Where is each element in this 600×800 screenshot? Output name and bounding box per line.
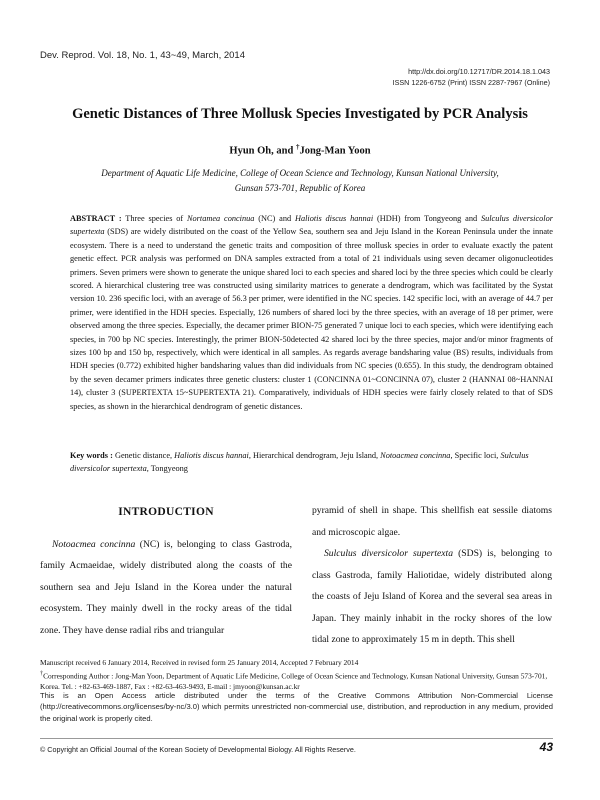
journal-reference: Dev. Reprod. Vol. 18, No. 1, 43~49, March, 2014: [40, 50, 245, 61]
doi-issn-block: [393, 66, 550, 88]
affiliation-line-1: Department of Aquatic Life Medicine, College of Ocean Science and Technology, Kunsan National University,: [101, 168, 499, 178]
keyword-species: Sulculus diversicolor supertexta: [70, 451, 529, 474]
doi-link[interactable]: http://dx.doi.org/10.12717/DR.2014.18.1.043: [408, 67, 550, 76]
paper-title: Genetic Distances of Three Mollusk Species Investigated by PCR Analysis: [72, 106, 528, 122]
intro-paragraph-1-cont: pyramid of shell in shape. This shellfish eat sessile diatoms and microscopic algae.: [312, 505, 552, 538]
intro-paragraph-1: [40, 534, 292, 642]
issn-line: ISSN 1226-6752 (Print) ISSN 2287-7967 (Online): [392, 78, 550, 87]
author-second: Jong-Man Yoon: [299, 145, 371, 157]
paragraph-text: (NC) is, belonging to class Gastroda, family Acmaeidae, widely distributed along the coasts of the southern sea and Jeju Island in the Korea under the natural ecosystem. They mainly dwell in the rocky areas of the tidal zone. They have dense radial ribs and triangular: [40, 538, 292, 636]
section-heading-introduction: INTRODUCTION: [118, 506, 214, 518]
page-number: 43: [539, 740, 553, 754]
keywords: [70, 449, 553, 476]
keyword-species: Haliotis discus hannai: [174, 451, 249, 460]
abstract-text: (SDS) are widely distributed on the coast of the Yellow Sea, southern sea and Jeju Island in the Korean Peninsula under the innate ecosystem. There is a need to understand the genetic traits and composition of three mollusk species in order to evaluate exactly the patent genetic effect. PCR analysis was performed on DNA samples extracted from a total of 21 individuals using seven decamer oligonucleotides primers. Seven primers were shown to generate the unique shared loci to each species and shared loci by the three species which could be clearly scored. A hierarchical clustering tree was constructed using similarity matrices to generate a dendrogram, which was facilitated by the Systat version 10. 236 specific loci, with an average of 56.3 per primer, were identified in the NC species. 142 specific loci, with an average of 44.7 per primer, were identified in the HDH species. Especially, 126 numbers of shared loci by the three species, with an average of 18 per primer, were observed among the three species. Especially, the decamer primer BION-75 generated 7 unique loci to each species, which were identifying each species, in 700 bp NC species. Interestingly, the primer BION-50detected 42 shared loci by the three species, major and/or minor fragments of sizes 100 bp and 150 bp, respectively, which were identical in all samples. As regards average bandsharing value (BS) results, individuals from HDH species (0.772) exhibited higher bandsharing values than did individuals from NC species (0.655). In this study, the dendrogram obtained by the seven decamer primers indicates three genetic clusters: cluster 1 (CONCINNA 01~CONCINNA 07), cluster 2 (HANNAI 08~HANNAI 14), cluster 3 (SUPERTEXTA 15~SUPERTEXTA 21). Comparatively, individuals of HDH species were fairly closely related to that of SDS species, as shown in the hierarchical dendrogram of genetic distances.: [70, 227, 553, 411]
keyword-text: , Specific loci,: [450, 451, 501, 460]
keyword-species: Notoacmea concinna: [380, 451, 451, 460]
corresponding-author: [40, 669, 553, 693]
license-notice: This is an Open Access article distributed under the terms of the Creative Commons Attribution Non-Commercial License (http://creativecommons.org/licenses/by-nc/3.0) which permits unrestricted non-commercial use, distribution, and reproduction in any medium, provided the original work is properly cited.: [40, 691, 553, 723]
copyright-notice: © Copyright an Official Journal of the Korean Society of Developmental Biology. All Rights Reserve.: [40, 745, 356, 754]
footer-divider: [40, 738, 553, 739]
abstract: [70, 212, 553, 413]
abstract-text: (NC) and: [254, 214, 295, 223]
keyword-text: , Tongyeong: [146, 464, 188, 474]
body-column-right: [312, 500, 552, 651]
corresponding-dagger: †: [295, 143, 300, 151]
keyword-text: Genetic distance,: [112, 451, 175, 460]
paragraph-text: (SDS) is, belonging to class Gastroda, family Haliotidae, widely distributed along the coasts of Jeju Island of Korea and the several sea areas in Japan. They mainly inhabit in the rocky shores of the low tidal zone to approximately 15 m in depth. This shell: [312, 548, 552, 645]
author-line: [0, 143, 600, 157]
corresponding-dagger: †: [40, 670, 44, 677]
corresponding-text: Corresponding Author : Jong-Man Yoon, Department of Aquatic Life Medicine, College of Ocean Science and Technology, Kunsan National University, Gunsan 573-701, Korea. Tel. : +82-63-469-1887, Fax : +82-63-463-9493, E-mail : jmyoon@kunsan.ac.kr: [40, 671, 548, 691]
species-name: Nortamea concinua: [187, 214, 255, 223]
keyword-text: , Hierarchical dendrogram, Jeju Island,: [248, 451, 381, 460]
abstract-text: Three species of: [121, 214, 187, 223]
intro-paragraph-2: [312, 543, 552, 651]
author-first: Hyun Oh, and: [229, 145, 296, 157]
species-name: Sulculus diversicolor supertexta: [70, 214, 553, 237]
species-name: Sulculus diversicolor supertexta: [324, 548, 454, 559]
species-name: Notoacmea concinna: [52, 538, 136, 550]
abstract-label: ABSTRACT :: [70, 214, 122, 223]
affiliation-line-2: Gunsan 573-701, Republic of Korea: [234, 183, 366, 193]
species-name: Haliotis discus hannai: [294, 214, 374, 223]
keywords-label: Key words :: [70, 451, 113, 460]
affiliation: [40, 166, 560, 196]
manuscript-dates: Manuscript received 6 January 2014, Received in revised form 25 January 2014, Accepted 7 February 2014: [40, 658, 359, 667]
footnotes: [40, 658, 553, 692]
abstract-text: (HDH) from Tongyeong and: [373, 214, 481, 223]
body-column-left: [40, 500, 292, 641]
